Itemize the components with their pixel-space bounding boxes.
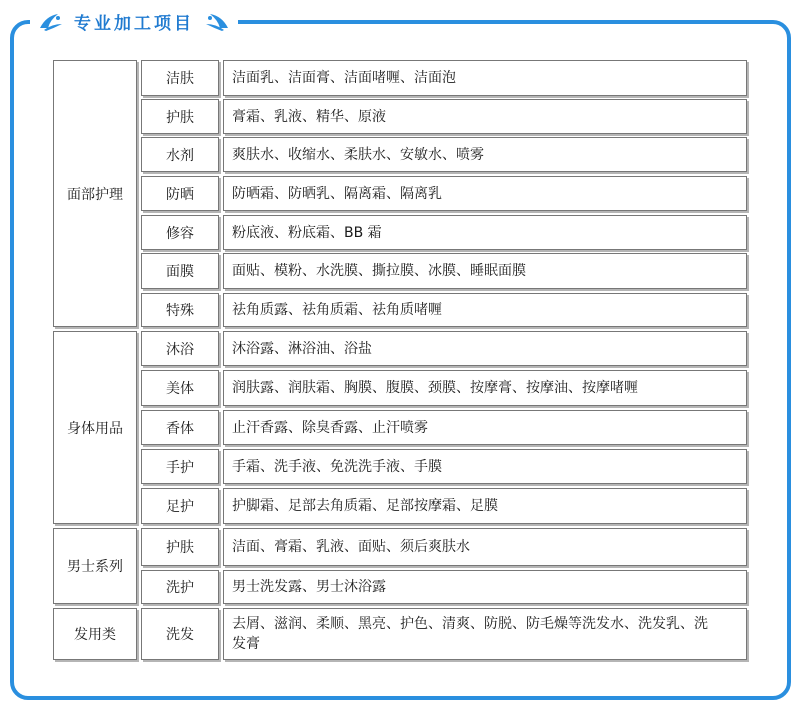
category-cell: 面部护理: [53, 60, 137, 327]
subcategory-cell: 护肤: [141, 528, 219, 566]
subcategory-cell: 足护: [141, 488, 219, 524]
subcategory-cell: 防晒: [141, 176, 219, 211]
processing-items-table: [53, 60, 750, 660]
detail-cell: 手霜、洗手液、免洗洗手液、手膜: [223, 449, 747, 484]
detail-cell: 洁面、膏霜、乳液、面贴、须后爽肤水: [223, 528, 747, 566]
detail-line: 发膏: [232, 636, 260, 652]
category-cell: 身体用品: [53, 331, 137, 524]
category-cell: 发用类: [53, 608, 137, 660]
subcategory-cell: 美体: [141, 370, 219, 406]
detail-cell: 男士洗发露、男士沐浴露: [223, 570, 747, 604]
subcategory-cell: 沐浴: [141, 331, 219, 366]
section-header: [30, 6, 238, 36]
subcategory-cell: 修容: [141, 215, 219, 250]
detail-cell: 止汗香露、除臭香露、止汗喷雾: [223, 410, 747, 445]
subcategory-cell: 洗发: [141, 608, 219, 660]
subcategory-cell: 面膜: [141, 253, 219, 289]
blue-flourish-icon: [38, 10, 64, 32]
detail-cell: 膏霜、乳液、精华、原液: [223, 99, 747, 134]
detail-cell: 护脚霜、足部去角质霜、足部按摩霜、足膜: [223, 488, 747, 524]
subcategory-cell: 护肤: [141, 99, 219, 134]
detail-line: 去屑、滋润、柔顺、黑亮、护色、清爽、防脱、防毛燥等洗发水、洗发乳、洗: [232, 616, 708, 632]
page-title: 专业加工项目: [74, 13, 194, 34]
detail-cell: 爽肤水、收缩水、柔肤水、安敏水、喷雾: [223, 137, 747, 172]
subcategory-cell: 香体: [141, 410, 219, 445]
detail-cell: 润肤露、润肤霜、胸膜、腹膜、颈膜、按摩膏、按摩油、按摩啫喱: [223, 370, 747, 406]
blue-flourish-icon: [204, 10, 230, 32]
detail-cell: 洁面乳、洁面膏、洁面啫喱、洁面泡: [223, 60, 747, 96]
detail-cell: 面贴、模粉、水洗膜、撕拉膜、冰膜、睡眠面膜: [223, 253, 747, 289]
subcategory-cell: 洁肤: [141, 60, 219, 96]
detail-cell: 祛角质露、祛角质霜、祛角质啫喱: [223, 293, 747, 327]
subcategory-cell: 手护: [141, 449, 219, 484]
category-cell: 男士系列: [53, 528, 137, 604]
subcategory-cell: 特殊: [141, 293, 219, 327]
detail-cell: 防晒霜、防晒乳、隔离霜、隔离乳: [223, 176, 747, 211]
detail-cell: 沐浴露、淋浴油、浴盐: [223, 331, 747, 366]
detail-cell: 粉底液、粉底霜、BB 霜: [223, 215, 747, 250]
subcategory-cell: 水剂: [141, 137, 219, 172]
subcategory-cell: 洗护: [141, 570, 219, 604]
detail-cell: [223, 608, 747, 660]
